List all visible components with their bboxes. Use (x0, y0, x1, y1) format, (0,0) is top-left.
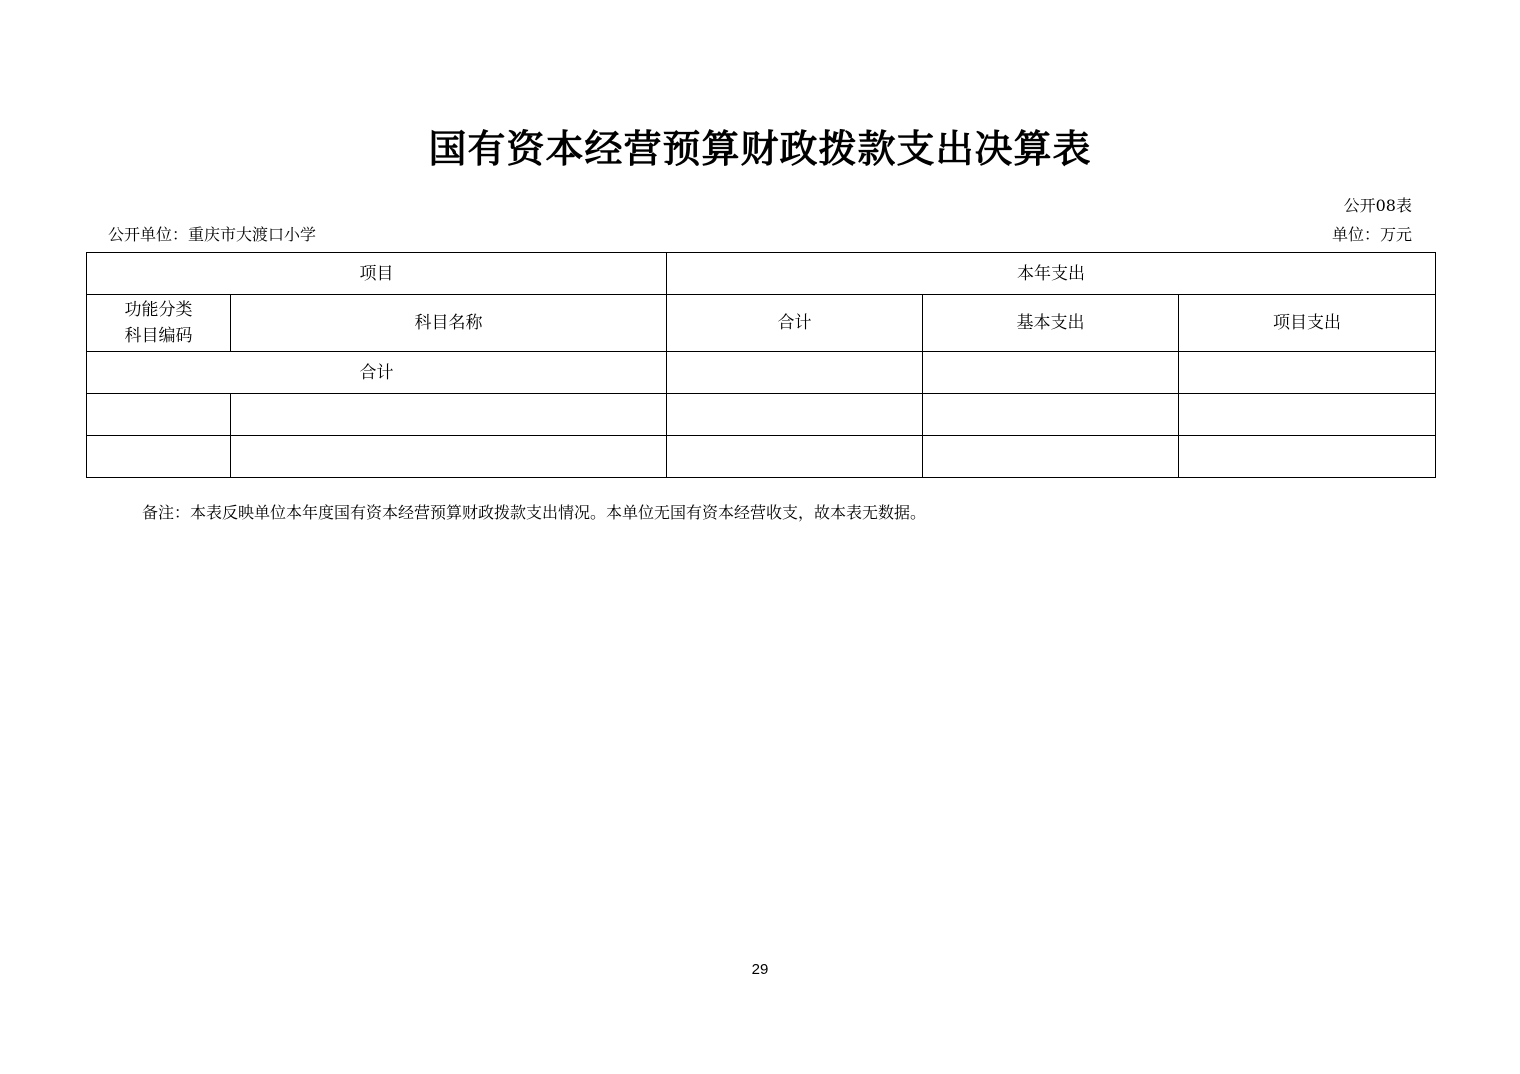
page-title: 国有资本经营预算财政拨款支出决算表 (428, 127, 1092, 171)
header-row-top (87, 253, 1436, 295)
table-row (87, 394, 1436, 436)
header-code-line1: 功能分类 (124, 300, 193, 320)
row-project (1179, 394, 1436, 436)
reporting-unit: 公开单位：重庆市大渡口小学 (108, 225, 317, 244)
row-project (1179, 436, 1436, 478)
expense-table (86, 252, 1436, 478)
row-total (667, 436, 923, 478)
footnote: 备注：本表反映单位本年度国有资本经营预算财政拨款支出情况。本单位无国有资本经营收支，故本表无数据。 (142, 503, 927, 522)
total-row (87, 352, 1436, 394)
row-name (231, 436, 667, 478)
table-number: 公开08表 (1343, 196, 1412, 215)
row-basic (923, 394, 1179, 436)
total-row-project (1179, 352, 1436, 394)
header-code-line2: 科目编码 (124, 326, 193, 346)
page-number: 29 (751, 961, 769, 978)
header-row-sub (87, 295, 1436, 352)
row-total (667, 394, 923, 436)
header-function-code (87, 295, 231, 352)
row-code (87, 436, 231, 478)
currency-unit: 单位：万元 (1331, 225, 1412, 244)
header-current-year-expense: 本年支出 (667, 253, 1436, 295)
header-subject-name: 科目名称 (231, 295, 667, 352)
total-row-total (667, 352, 923, 394)
header-project-expense: 项目支出 (1179, 295, 1436, 352)
total-row-basic (923, 352, 1179, 394)
header-project: 项目 (87, 253, 667, 295)
header-total: 合计 (667, 295, 923, 352)
total-row-label: 合计 (87, 352, 667, 394)
table-row (87, 436, 1436, 478)
row-name (231, 394, 667, 436)
row-code (87, 394, 231, 436)
row-basic (923, 436, 1179, 478)
header-basic-expense: 基本支出 (923, 295, 1179, 352)
